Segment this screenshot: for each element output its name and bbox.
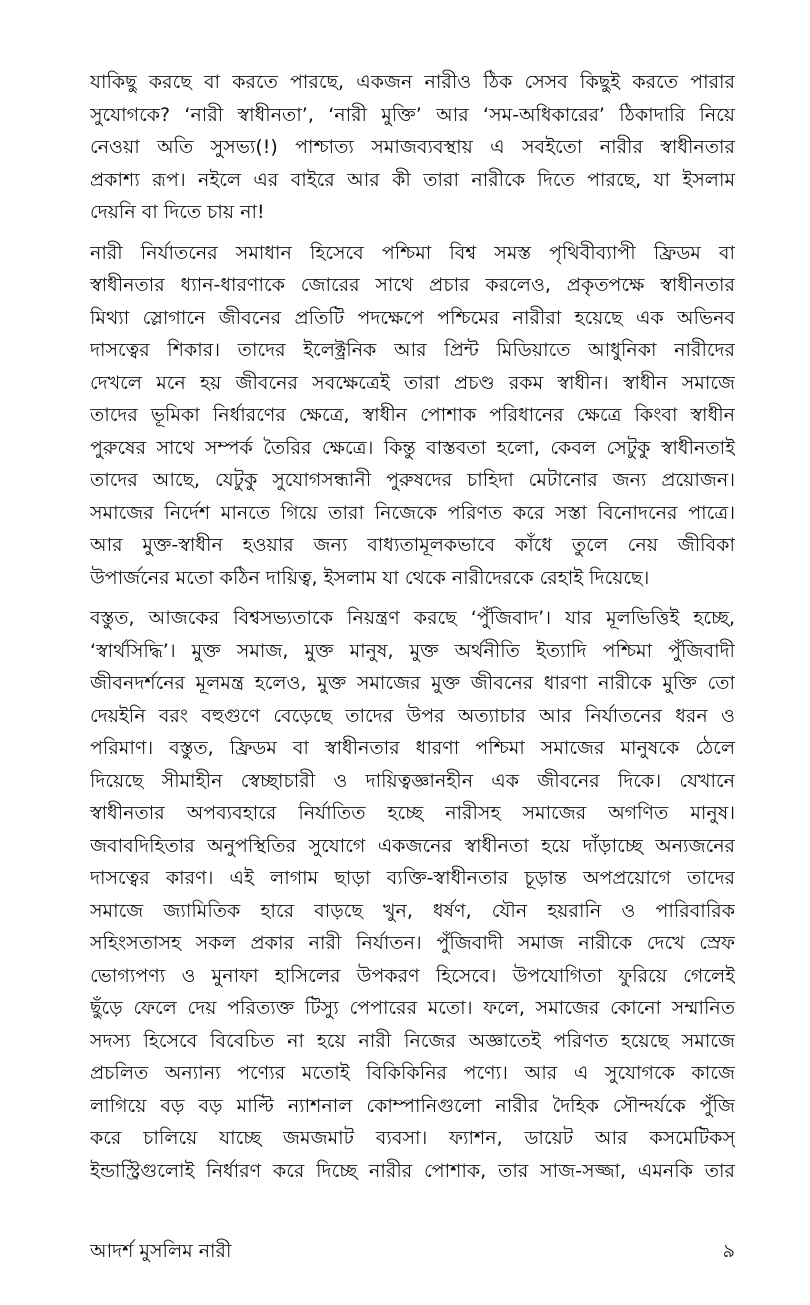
- text-line: আর মুক্ত-স্বাধীন হওয়ার জন্য বাধ্যতামূলকভাবে কাঁধে তুলে নেয় জীবিকা: [90, 534, 735, 556]
- text-line: জীবনদর্শনের মূলমন্ত্র হলেও, মুক্ত সমাজের মুক্ত জীবনের ধারণা নারীকে মুক্তি তো: [90, 672, 735, 694]
- text-line: তাদের আছে, যেটুকু সুযোগসন্ধানী পুরুষদের চাহিদা মেটানোর জন্য প্রয়োজন।: [90, 469, 735, 491]
- text-line: দাসত্বের শিকার। তাদের ইলেক্ট্রনিক আর প্রিন্ট মিডিয়াতে আধুনিকা নারীদের: [90, 339, 735, 361]
- text-line: দেখলে মনে হয় জীবনের সবক্ষেত্রেই তারা প্রচণ্ড রকম স্বাধীন। স্বাধীন সমাজে: [90, 371, 735, 394]
- running-book-title: আদর্শ মুসলিম নারী: [90, 1240, 232, 1262]
- text-line: করে চালিয়ে যাচ্ছে জমজমাট ব্যবসা। ফ্যাশন, ডায়েট আর কসমেটিকস্: [90, 1127, 735, 1149]
- text-line: দাসত্বের কারণ। এই লাগাম ছাড়া ব্যক্তি-স্বাধীনতার চূড়ান্ত অপপ্রয়োগে তাদের: [90, 867, 735, 889]
- text-line: নারী নির্যাতনের সমাধান হিসেবে পশ্চিমা বিশ্ব সমস্ত পৃথিবীব্যাপী ফ্রিডম বা: [90, 241, 735, 264]
- text-line: দিয়েছে সীমাহীন স্বেচ্ছাচারী ও দায়িত্বজ্ঞানহীন এক জীবনের দিকে। যেখানে: [90, 769, 735, 792]
- text-line: দেয়ইনি বরং বহুগুণে বেড়েছে তাদের উপর অত্যাচার আর নির্যাতনের ধরন ও: [90, 704, 735, 727]
- text-line: প্রকাশ্য রূপ। নইলে এর বাইরে আর কী তারা নারীকে দিতে পারছে, যা ইসলাম: [90, 168, 735, 191]
- text-line: ভোগ্যপণ্য ও মুনাফা হাসিলের উপকরণ হিসেবে। উপযোগিতা ফুরিয়ে গেলেই: [90, 964, 735, 987]
- text-line: জবাবদিহিতার অনুপস্থিতির সুযোগে একজনের স্বাধীনতা হয়ে দাঁড়াচ্ছে অন্যজনের: [90, 834, 735, 857]
- text-line: সমাজে জ্যামিতিক হারে বাড়ছে খুন, ধর্ষণ, যৌন হয়রানি ও পারিবারিক: [90, 899, 735, 922]
- text-line: যাকিছু করছে বা করতে পারছে, একজন নারীও ঠিক সেসব কিছুই করতে পারার: [90, 71, 735, 93]
- text-line: লাগিয়ে বড় বড় মাল্টি ন্যাশনাল কোম্পানিগুলো নারীর দৈহিক সৌন্দর্যকে পুঁজি: [90, 1094, 735, 1117]
- text-line: ‘স্বার্থসিদ্ধি’। মুক্ত সমাজ, মুক্ত মানুষ, মুক্ত অর্থনীতি ইত্যাদি পশ্চিমা পুঁজিবাদী: [90, 639, 735, 662]
- text-line: নেওয়া অতি সুসভ্য(!) পাশ্চাত্য সমাজব্যবস্থায় এ সবইতো নারীর স্বাধীনতার: [90, 136, 735, 158]
- page-footer: [90, 1234, 735, 1268]
- text-line: দেয়নি বা দিতে চায় না!: [90, 201, 265, 223]
- text-line: সমাজের নির্দেশ মানতে গিয়ে তারা নিজেকে পরিণত করে সস্তা বিনোদনের পাত্রে।: [90, 501, 735, 524]
- text-line: পুরুষের সাথে সম্পর্ক তৈরির ক্ষেত্রে। কিন্তু বাস্তবতা হলো, কেবল সেটুকু স্বাধীনতাই: [90, 436, 735, 459]
- text-line: বস্তুত, আজকের বিশ্বসভ্যতাকে নিয়ন্ত্রণ করছে ‘পুঁজিবাদ’। যার মূলভিত্তিই হচ্ছে,: [90, 607, 735, 629]
- text-line: সুযোগকে? ‘নারী স্বাধীনতা’, ‘নারী মুক্তি’ আর ‘সম-অধিকারের’ ঠিকাদারি নিয়ে: [90, 103, 735, 126]
- text-line: মিথ্যা স্লোগানে জীবনের প্রতিটি পদক্ষেপে পশ্চিমের নারীরা হয়েছে এক অভিনব: [90, 306, 735, 329]
- text-line: পরিমাণ। বস্তুত, ফ্রিডম বা স্বাধীনতার ধারণা পশ্চিমা সমাজের মানুষকে ঠেলে: [90, 737, 735, 759]
- page-body: [90, 66, 735, 1195]
- text-line: স্বাধীনতার ধ্যান-ধারণাকে জোরের সাথে প্রচার করলেও, প্রকৃতপক্ষে স্বাধীনতার: [90, 274, 735, 296]
- text-line: ইন্ডাস্ট্রিগুলোই নির্ধারণ করে দিচ্ছে নারীর পোশাক, তার সাজ-সজ্জা, এমনকি তার: [90, 1159, 735, 1182]
- text-line: ছুঁড়ে ফেলে দেয় পরিত্যক্ত টিস্যু পেপারের মতো। ফলে, সমাজের কোনো সম্মানিত: [90, 997, 735, 1019]
- text-line: উপার্জনের মতো কঠিন দায়িত্ব, ইসলাম যা থেকে নারীদেরকে রেহাই দিয়েছে।: [90, 566, 650, 589]
- text-line: সহিংসতাসহ সকল প্রকার নারী নির্যাতন। পুঁজিবাদী সমাজ নারীকে দেখে স্রেফ: [90, 932, 735, 954]
- text-line: সদস্য হিসেবে বিবেচিত না হয়ে নারী নিজের অজ্ঞাতেই পরিণত হয়েছে সমাজে: [90, 1029, 735, 1052]
- paragraph-1: [90, 66, 735, 229]
- text-line: তাদের ভূমিকা নির্ধারণের ক্ষেত্রে, স্বাধীন পোশাক পরিধানের ক্ষেত্রে কিংবা স্বাধীন: [90, 404, 735, 426]
- text-line: প্রচলিত অন্যান্য পণ্যের মতোই বিকিকিনির পণ্যে। আর এ সুযোগকে কাজে: [90, 1062, 735, 1084]
- paragraph-2: [90, 237, 735, 595]
- text-line: স্বাধীনতার অপব্যবহারে নির্যাতিত হচ্ছে নারীসহ সমাজের অগণিত মানুষ।: [90, 802, 735, 824]
- page-number: ৯: [722, 1240, 735, 1262]
- paragraph-3: [90, 602, 735, 1187]
